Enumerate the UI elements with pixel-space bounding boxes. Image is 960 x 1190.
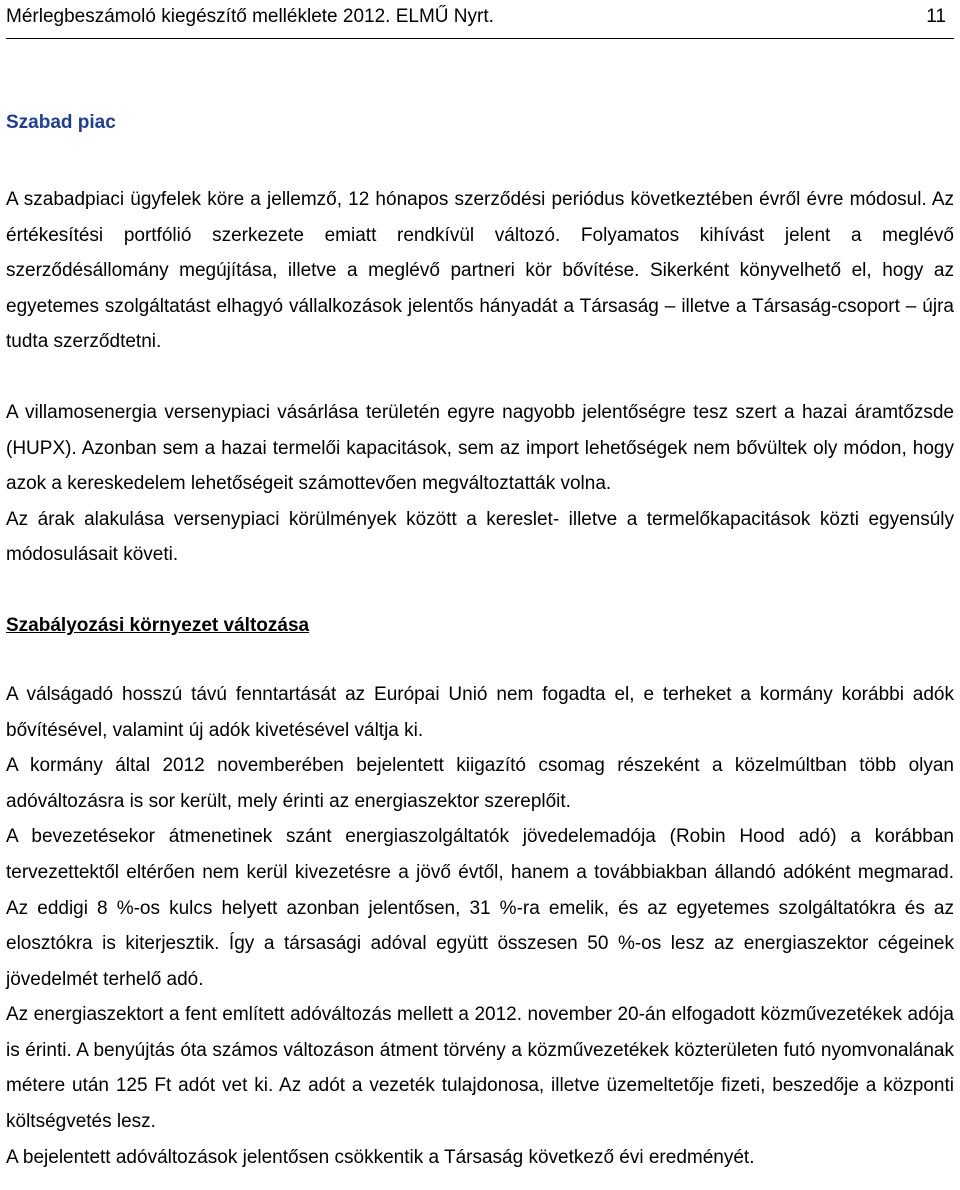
section-title-szabalyozasi: Szabályozási környezet változása: [6, 614, 310, 636]
paragraph: A kormány által 2012 novemberében bejelentett kiigazító csomag részeként a közelmúltban több olyan adóváltozásra is sor került, mely érinti az energiaszektor szereplőit.: [6, 755, 954, 812]
page-number: 11: [926, 6, 946, 27]
section-title-szabad-piac: Szabad piac: [6, 112, 116, 133]
page-header: [6, 4, 954, 39]
paragraph: Az energiaszektort a fent említett adóváltozás mellett a 2012. november 20-án elfogadott közművezetékek adója is érinti. A benyújtás óta számos változáson átment törvény a közművezetékek közterületen futó nyomvonalának métere után 125 Ft adót vet ki. Az adót a vezeték tulajdonosa, illetve üzemeltetője fizeti, beszedője a központi költségvetés lesz.: [6, 1004, 954, 1133]
paragraph: A bejelentett adóváltozások jelentősen csökkentik a Társaság következő évi eredményét.: [6, 1146, 755, 1168]
page-content: [6, 108, 954, 1175]
paragraph: A bevezetésekor átmenetinek szánt energiaszolgáltatók jövedelemadója (Robin Hood adó) a korábban tervezettektől eltérően nem kerül kivezetésre a jövő évtől, hanem a továbbiakban állandó adóként megmarad. Az eddigi 8 %-os kulcs helyett azonban jelentősen, 31 %-ra emelik, és az egyetemes szolgáltatókra és az elosztókra is kiterjesztik. Így a társasági adóval együtt összesen 50 %-os lesz az energiaszektor cégeinek jövedelmét terhelő adó.: [6, 826, 954, 990]
paragraph: A villamosenergia versenypiaci vásárlása területén egyre nagyobb jelentőségre tesz szert a hazai áramtőzsde (HUPX). Azonban sem a hazai termelői kapacitások, sem az import lehetőségek nem bővültek oly módon, hogy azok a kereskedelem lehetőségeit számottevően megváltoztatták volna.: [6, 401, 954, 495]
header-title: Mérlegbeszámoló kiegészítő melléklete 2012. ELMŰ Nyrt.: [6, 6, 494, 27]
paragraph: A válságadó hosszú távú fenntartását az Európai Unió nem fogadta el, e terheket a kormány korábbi adók bővítésével, valamint új adók kivetésével váltja ki.: [6, 683, 954, 741]
paragraph: A szabadpiaci ügyfelek köre a jellemző, 12 hónapos szerződési periódus következtében évről évre módosul. Az értékesítési portfólió szerkezete emiatt rendkívül változó. Folyamatos kihívást jelent a meglévő szerződésállomány megújítása, illetve a meglévő partneri kör bővítése. Sikerként könyvelhető el, hogy az egyetemes szolgáltatást elhagyó vállalkozások jelentős hányadát a Társaság – illetve a Társaság-csoport – újra tudta szerződtetni.: [6, 189, 954, 353]
paragraph: Az árak alakulása versenypiaci körülmények között a kereslet- illetve a termelőkapacitások közti egyensúly módosulásait követi.: [6, 508, 954, 566]
